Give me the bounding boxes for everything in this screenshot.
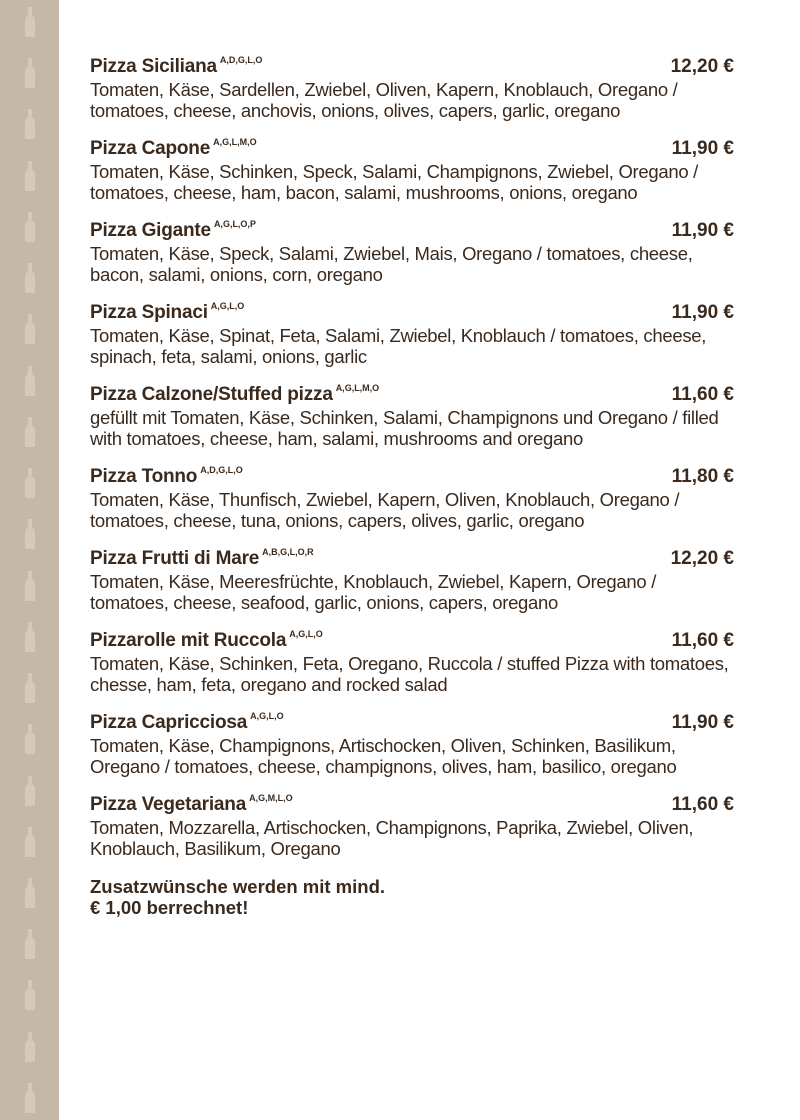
item-name: Pizza Capricciosa $^{A,G,L,O}$ xyxy=(90,710,284,733)
menu-item xyxy=(90,548,740,613)
bottle-icon xyxy=(22,672,38,704)
allergen-codes: A,G,L,M,O xyxy=(213,136,257,147)
menu-item xyxy=(90,138,740,203)
menu-item xyxy=(90,302,740,367)
decorative-side-strip xyxy=(0,0,59,1120)
bottle-icon xyxy=(22,723,38,755)
allergen-codes: A,D,G,L,O xyxy=(200,464,243,475)
menu-item xyxy=(90,794,740,859)
bottle-icon xyxy=(22,1082,38,1114)
item-name: Pizza Siciliana $^{A,D,G,L,O}$ xyxy=(90,54,263,77)
item-price: 11,80 € xyxy=(671,466,734,487)
item-name: Pizzarolle mit Ruccola $^{A,G,L,O}$ xyxy=(90,628,323,651)
extras-surcharge-note xyxy=(90,876,740,918)
item-description: Tomaten, Käse, Speck, Salami, Zwiebel, Mais, Oregano / tomatoes, cheese, bacon, salami, onions, corn, oregano xyxy=(90,243,693,285)
bottle-icon xyxy=(22,262,38,294)
allergen-codes: A,D,G,L,O xyxy=(219,54,263,65)
menu-item xyxy=(90,56,740,121)
item-name: Pizza Spinaci $^{A,G,L,O}$ xyxy=(90,300,245,323)
item-price: 11,90 € xyxy=(671,220,734,241)
item-description: Tomaten, Käse, Schinken, Feta, Oregano, Ruccola / stuffed Pizza with tomatoes, chesse, ham, feta, oregano and rocked salad xyxy=(90,653,729,695)
item-price: 11,90 € xyxy=(671,138,734,159)
item-name: Pizza Vegetariana $^{A,G,M,L,O}$ xyxy=(90,792,293,815)
bottle-icon xyxy=(22,775,38,807)
bottle-icon xyxy=(22,57,38,89)
bottle-icon xyxy=(22,518,38,550)
item-name: Pizza Capone $^{A,G,L,M,O}$ xyxy=(90,136,257,159)
item-price: 11,60 € xyxy=(671,630,734,651)
allergen-codes: A,G,L,O xyxy=(250,710,284,721)
item-name: Pizza Calzone/Stuffed pizza $^{A,G,L,M,O}$ xyxy=(90,382,380,405)
menu-item xyxy=(90,630,740,695)
menu-item xyxy=(90,466,740,531)
bottle-icon xyxy=(22,313,38,345)
allergen-codes: A,B,G,L,O,R xyxy=(262,546,314,557)
item-name: Pizza Tonno $^{A,D,G,L,O}$ xyxy=(90,464,243,487)
bottle-icon xyxy=(22,211,38,243)
bottle-icon xyxy=(22,621,38,653)
bottle-icon xyxy=(22,979,38,1011)
item-description: Tomaten, Mozzarella, Artischocken, Champignons, Paprika, Zwiebel, Oliven, Knoblauch, Basilikum, Oregano xyxy=(90,817,694,859)
footer-line-2: € 1,00 berrechnet! xyxy=(90,897,249,918)
bottle-icon xyxy=(22,6,38,38)
footer-line-1: Zusatzwünsche werden mit mind. xyxy=(90,876,386,897)
item-price: 11,90 € xyxy=(671,712,734,733)
allergen-codes: A,G,L,M,O xyxy=(335,382,380,393)
item-description: Tomaten, Käse, Sardellen, Zwiebel, Oliven, Kapern, Knoblauch, Oregano / tomatoes, cheese, anchovis, onions, olives, capers, garlic, oregano xyxy=(90,79,678,121)
pizza-menu xyxy=(90,56,740,918)
menu-item xyxy=(90,712,740,777)
item-price: 11,90 € xyxy=(671,302,734,323)
allergen-codes: A,G,L,O xyxy=(210,300,245,311)
allergen-codes: A,G,L,O,P xyxy=(213,218,256,229)
bottle-icon xyxy=(22,416,38,448)
item-name: Pizza Frutti di Mare $^{A,B,G,L,O,R}$ xyxy=(90,546,314,569)
bottle-icon xyxy=(22,365,38,397)
item-price: 12,20 € xyxy=(670,548,734,569)
item-description: Tomaten, Käse, Thunfisch, Zwiebel, Kapern, Oliven, Knoblauch, Oregano / tomatoes, cheese, tuna, onions, capers, olives, garlic, oregano xyxy=(90,489,680,531)
item-description: gefüllt mit Tomaten, Käse, Schinken, Salami, Champignons und Oregano / filled with tomatoes, cheese, ham, salami, mushrooms and oregano xyxy=(90,407,719,449)
bottle-icon xyxy=(22,570,38,602)
menu-item xyxy=(90,220,740,285)
allergen-codes: A,G,M,L,O xyxy=(249,792,293,803)
allergen-codes: A,G,L,O xyxy=(289,628,323,639)
bottle-icon xyxy=(22,108,38,140)
item-description: Tomaten, Käse, Champignons, Artischocken, Oliven, Schinken, Basilikum, Oregano / tomatoes, cheese, champignons, olives, ham, basilico, oregano xyxy=(90,735,677,777)
bottle-icon xyxy=(22,826,38,858)
bottle-icon xyxy=(22,467,38,499)
bottle-icon xyxy=(22,1031,38,1063)
item-name: Pizza Gigante $^{A,G,L,O,P}$ xyxy=(90,218,256,241)
item-price: 12,20 € xyxy=(670,56,734,77)
item-description: Tomaten, Käse, Schinken, Speck, Salami, Champignons, Zwiebel, Oregano / tomatoes, cheese, ham, bacon, salami, mushrooms, onions, oregano xyxy=(90,161,699,203)
item-price: 11,60 € xyxy=(671,384,734,405)
item-description: Tomaten, Käse, Meeresfrüchte, Knoblauch, Zwiebel, Kapern, Oregano / tomatoes, cheese, seafood, garlic, onions, capers, oregano xyxy=(90,571,657,613)
bottle-icon xyxy=(22,928,38,960)
menu-item xyxy=(90,384,740,449)
bottle-icon xyxy=(22,877,38,909)
bottle-icon xyxy=(22,160,38,192)
item-description: Tomaten, Käse, Spinat, Feta, Salami, Zwiebel, Knoblauch / tomatoes, cheese, spinach, feta, salami, onions, garlic xyxy=(90,325,707,367)
item-price: 11,60 € xyxy=(671,794,734,815)
